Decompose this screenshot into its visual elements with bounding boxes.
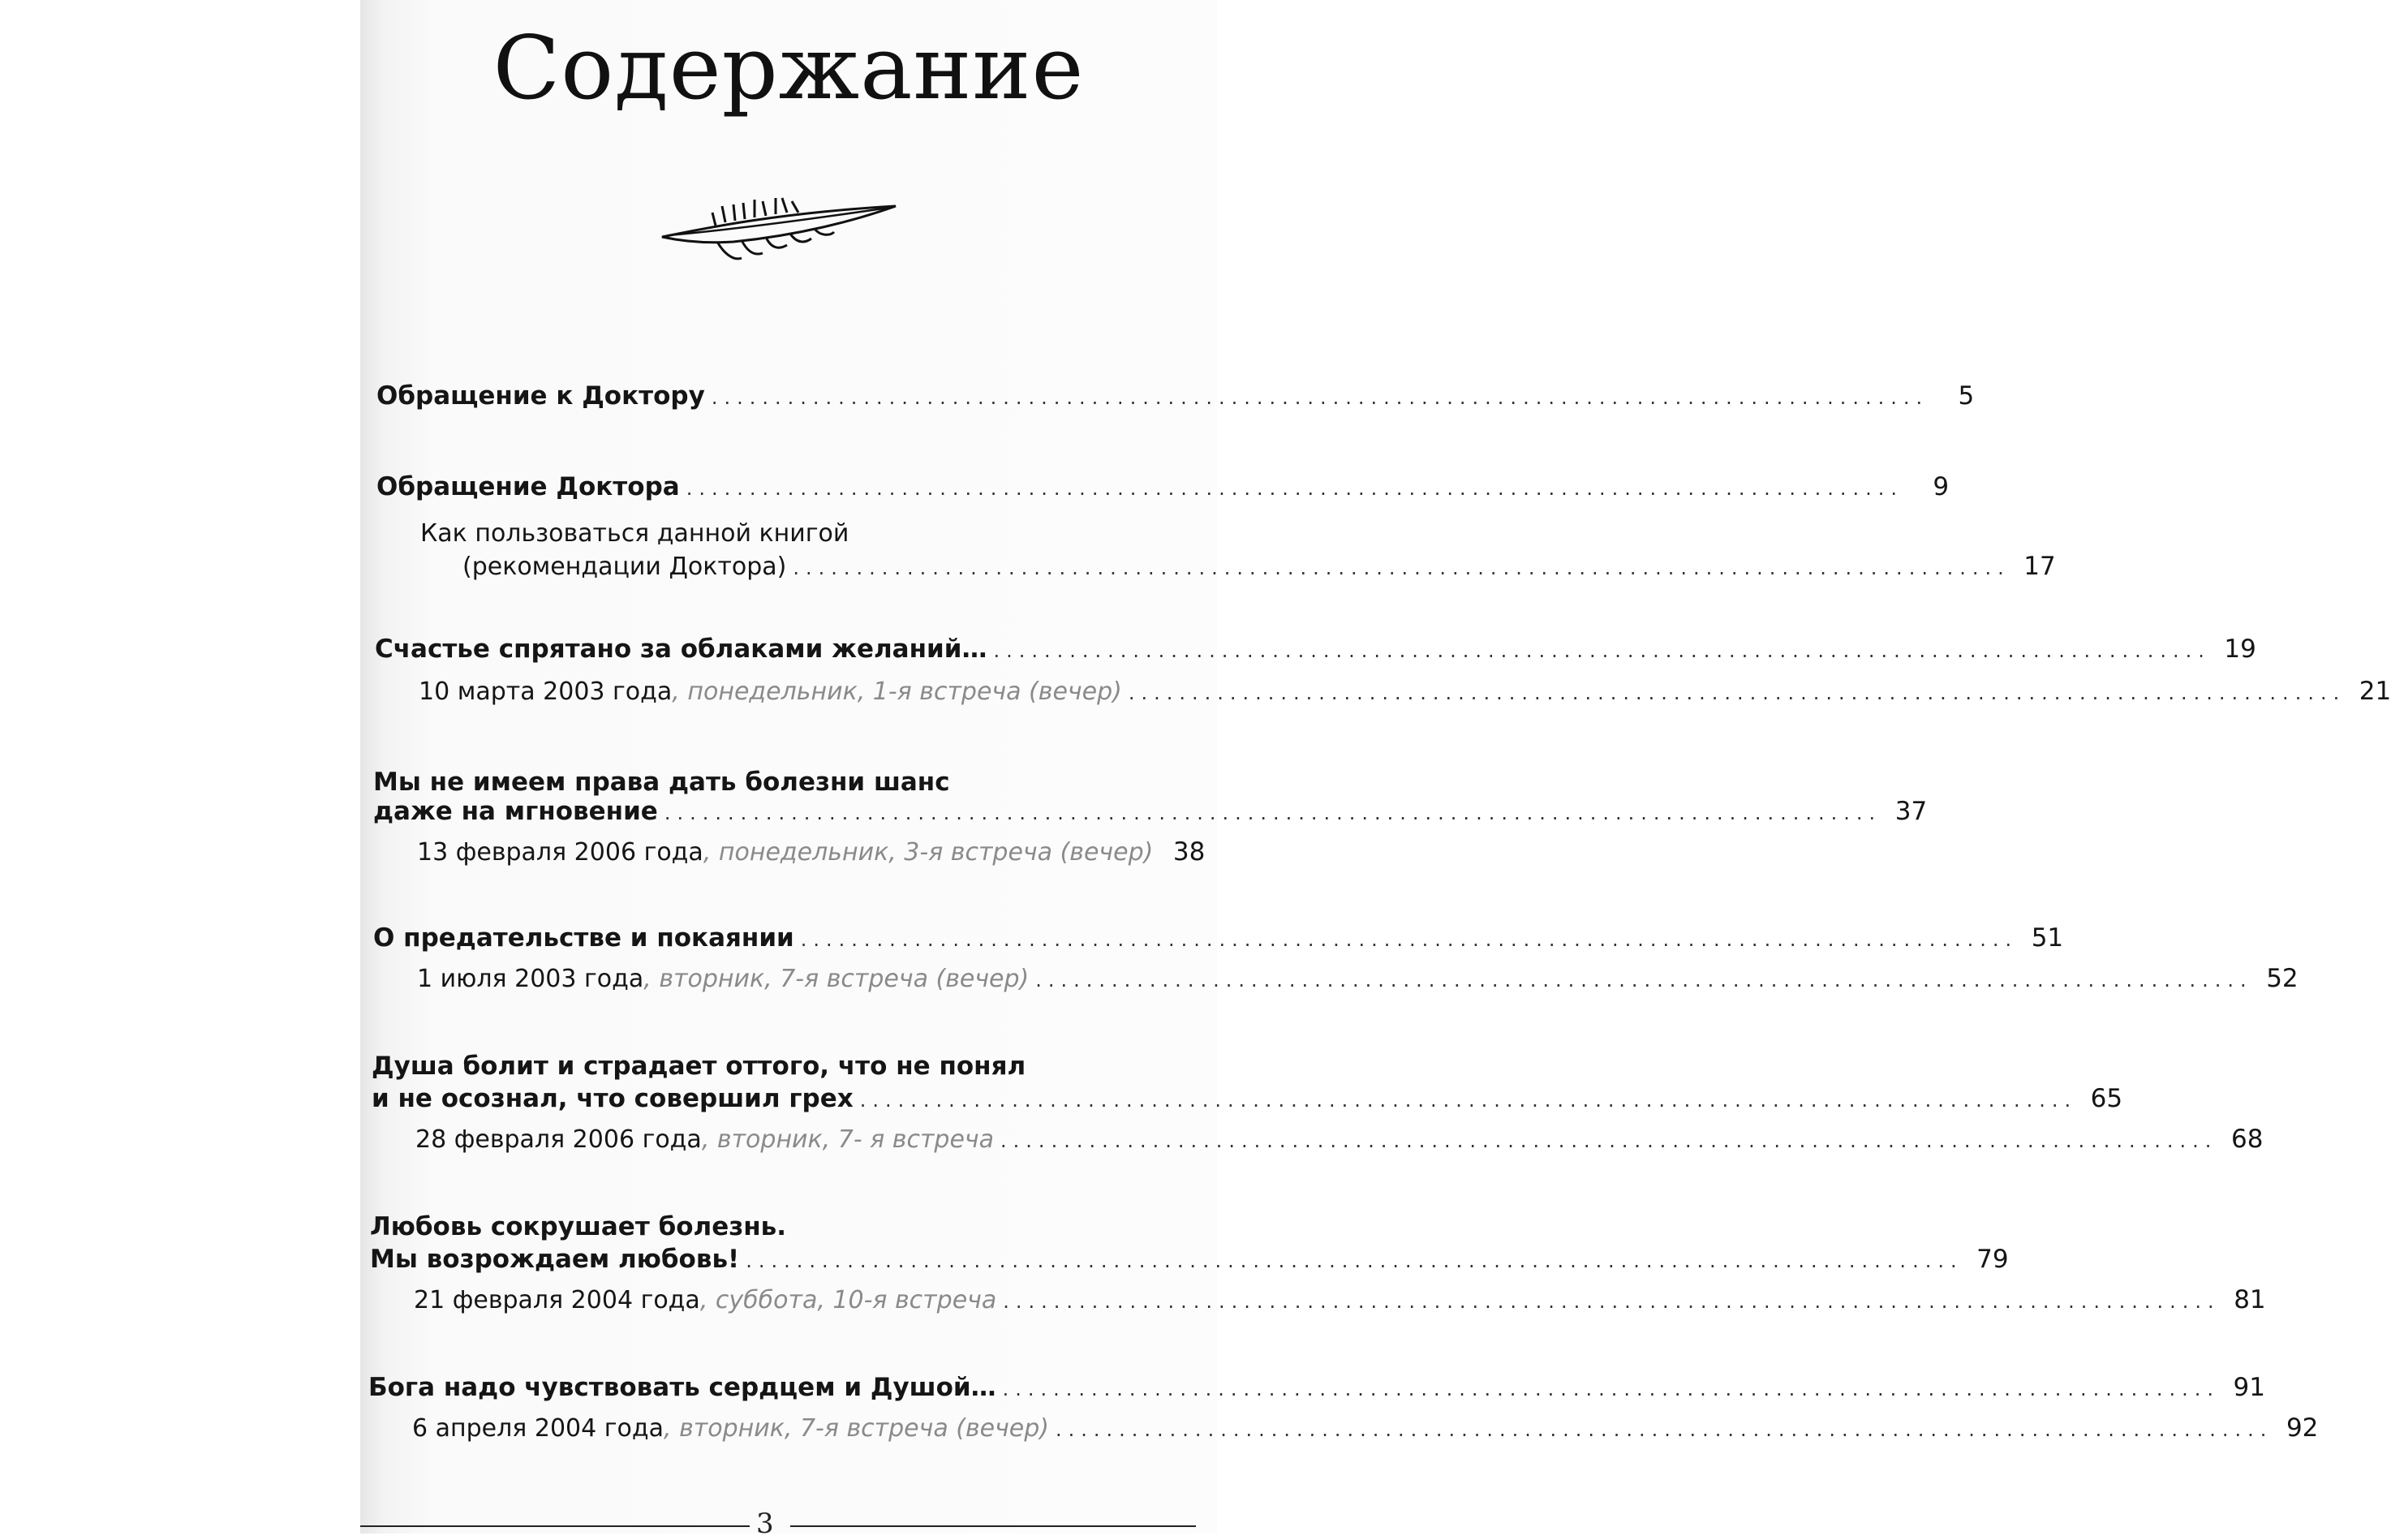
toc-entry[interactable] xyxy=(373,923,2064,953)
toc-subentry[interactable] xyxy=(415,1125,2264,1154)
toc-subentry[interactable] xyxy=(414,1285,2266,1314)
book-page xyxy=(360,0,2391,1540)
toc-page-number: 79 xyxy=(1976,1245,2009,1274)
toc-entry[interactable] xyxy=(375,634,2256,664)
toc-entry-title: Мы возрождаем любовь! xyxy=(370,1245,740,1274)
footer-rule xyxy=(360,1525,750,1527)
dot-leader: ................................................................................................ xyxy=(1002,1378,2220,1400)
dot-leader: ................................................................................................ xyxy=(686,477,1904,500)
dot-leader: ................................................................................................ xyxy=(859,1089,2078,1112)
toc-subentry[interactable] xyxy=(412,1413,2319,1443)
toc-subentry-date: 21 февраля 2004 года xyxy=(414,1286,700,1314)
toc-entry-title: О предательстве и покаянии xyxy=(373,923,794,953)
toc-page-number: 91 xyxy=(2233,1373,2265,1402)
toc-entry-title: Обращение к Доктору xyxy=(376,381,705,411)
toc-subentry-date: 28 февраля 2006 года xyxy=(415,1125,702,1154)
dot-leader: ................................................................................................ xyxy=(993,639,2211,662)
dot-leader: ................................................................................................ xyxy=(800,928,2019,951)
dot-leader: ................................................................................................ xyxy=(746,1250,1963,1272)
toc-subentry-title: (рекомендации Доктора) xyxy=(462,553,787,581)
toc-subentry[interactable] xyxy=(417,964,2299,993)
toc-subentry-note: , понедельник, 1-я встреча (вечер) xyxy=(672,678,1122,706)
toc-entry[interactable] xyxy=(373,797,1928,826)
toc-page-number: 68 xyxy=(2230,1125,2264,1154)
toc-subentry[interactable] xyxy=(419,677,2391,706)
dot-leader: ................................................................................................ xyxy=(664,802,1882,824)
toc-page-number: 52 xyxy=(2266,964,2299,993)
toc-page-number: 65 xyxy=(2090,1084,2123,1113)
toc-entry-line: Мы не имеем права дать болезни шанс xyxy=(373,768,950,797)
toc-entry[interactable] xyxy=(370,1245,2009,1274)
toc-subentry-note: , вторник, 7-я встреча (вечер) xyxy=(643,965,1030,993)
toc-entry[interactable] xyxy=(376,472,1950,501)
toc-entry-title: Бога надо чувствовать сердцем и Душой… xyxy=(368,1373,996,1402)
feather-icon xyxy=(660,188,904,277)
dot-leader: ................................................................................................ xyxy=(1056,1418,2273,1441)
toc-subentry-date: 1 июля 2003 года xyxy=(417,965,644,993)
toc-entry-title: Обращение Доктора xyxy=(376,472,680,501)
dot-leader: ................................................................................................ xyxy=(1128,682,2346,704)
toc-entry[interactable] xyxy=(376,381,1975,411)
toc-entry-title: и не осознал, что совершил грех xyxy=(372,1084,854,1113)
toc-page-number: 9 xyxy=(1933,472,1950,501)
toc-subentry-note: , вторник, 7-я встреча (вечер) xyxy=(664,1414,1050,1443)
dot-leader: ................................................................................................ xyxy=(1000,1129,2218,1152)
toc-subentry-note: , суббота, 10-я встреча xyxy=(699,1286,997,1314)
toc-page-number: 38 xyxy=(1172,837,1206,867)
page-title: Содержание xyxy=(492,18,1085,119)
toc-subentry-note: , вторник, 7- я встреча xyxy=(701,1125,995,1154)
toc-subentry-date: 13 февраля 2006 года xyxy=(417,838,703,867)
dot-leader: ................................................................................................ xyxy=(1003,1290,2221,1313)
toc-subentry[interactable] xyxy=(417,837,1206,867)
toc-entry-title: даже на мгновение xyxy=(373,797,658,826)
toc-page-number: 81 xyxy=(2234,1285,2266,1314)
footer-page-number: 3 xyxy=(756,1508,774,1540)
toc-page-number: 5 xyxy=(1958,381,1975,411)
toc-entry-title: Счастье спрятано за облаками желаний… xyxy=(375,634,987,664)
dot-leader: ................................................................................................ xyxy=(1035,969,2253,992)
dot-leader: ................................................................................................ xyxy=(711,386,1929,409)
toc-subentry-note: , понедельник, 3-я встреча (вечер) xyxy=(703,838,1154,867)
toc-page-number: 37 xyxy=(1894,797,1928,826)
toc-page-number: 51 xyxy=(2031,923,2064,953)
footer-rule xyxy=(790,1525,1196,1527)
toc-page-number: 92 xyxy=(2286,1413,2319,1443)
toc-entry-line: Любовь сокрушает болезнь. xyxy=(370,1212,787,1241)
page-footer xyxy=(360,1508,1217,1540)
toc-subentry-date: 6 апреля 2004 года xyxy=(412,1414,664,1443)
toc-entry-line: Душа болит и страдает оттого, что не понял xyxy=(372,1052,1026,1081)
toc-entry[interactable] xyxy=(372,1084,2123,1113)
toc-page-number: 21 xyxy=(2359,677,2391,706)
dot-leader: ................................................................................................ xyxy=(793,557,2010,579)
toc-page-number: 17 xyxy=(2023,552,2056,581)
toc-subentry-line: Как пользоваться данной книгой xyxy=(420,519,849,548)
toc-page-number: 19 xyxy=(2224,634,2256,664)
toc-subentry[interactable] xyxy=(462,552,2056,581)
toc-entry[interactable] xyxy=(368,1373,2265,1402)
toc-subentry-date: 10 марта 2003 года xyxy=(419,678,673,706)
